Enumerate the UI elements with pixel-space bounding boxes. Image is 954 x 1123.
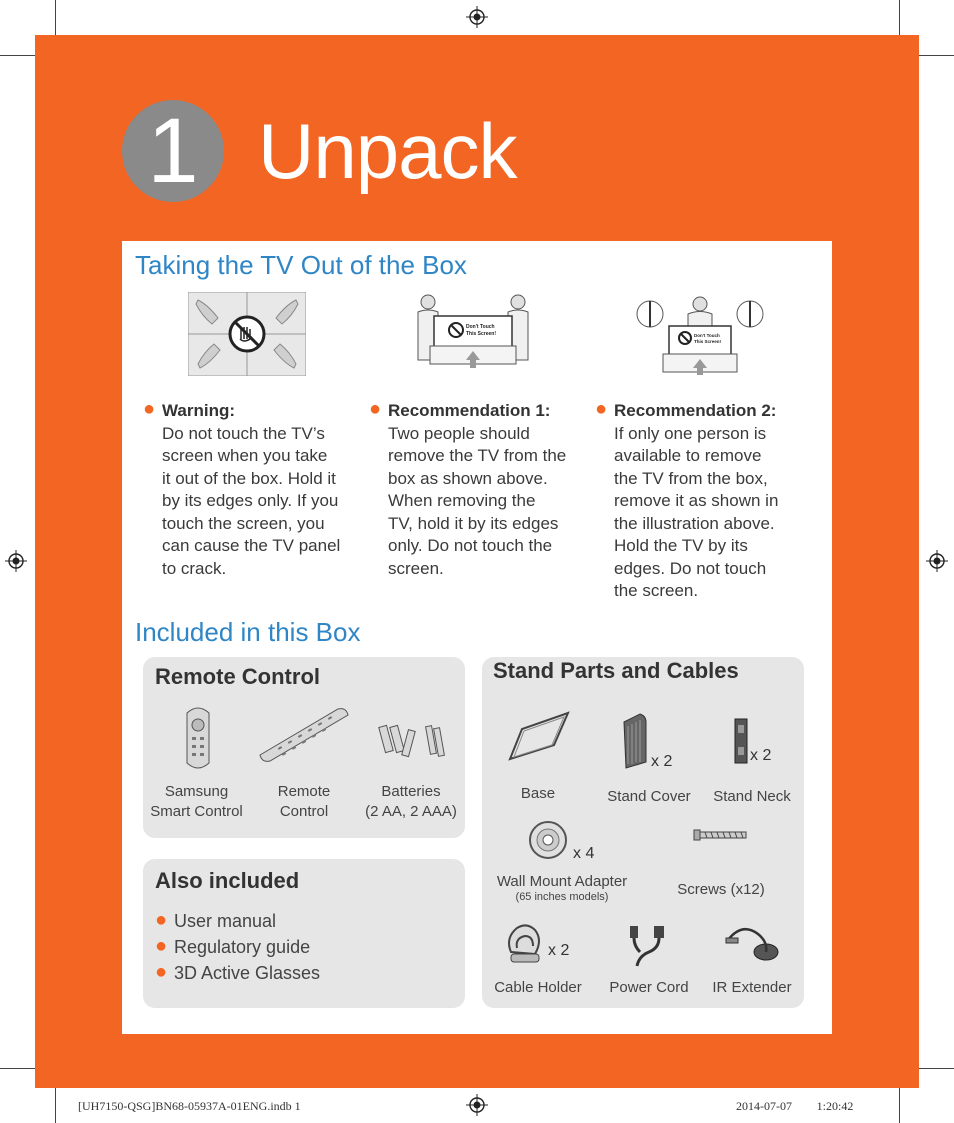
stand-cover-qty: x 2 (651, 753, 673, 770)
wall-mount-qty: x 4 (573, 845, 595, 862)
column-line: it out of the box. Hold it (162, 468, 336, 488)
footer-timestamp: 2014-07-07 ￿￿ 1:20:42 (736, 1099, 854, 1113)
registration-mark-icon (926, 550, 948, 572)
ir-extender-icon (724, 918, 780, 964)
column-line: available to remove (614, 446, 762, 465)
column-line: can cause the TV panel (162, 536, 341, 555)
bullet-icon: ● (155, 909, 168, 931)
screw-icon (693, 828, 749, 842)
bullet-icon: ● (369, 398, 382, 420)
svg-text:This Screen!: This Screen! (466, 331, 497, 337)
crop-mark (0, 55, 35, 56)
label-line: Remote (277, 783, 331, 800)
crop-mark (919, 55, 954, 56)
column-heading: Recommendation 1: (388, 401, 551, 420)
column-line: the screen. (614, 581, 699, 600)
column-line: to crack. (162, 558, 227, 578)
column-line: Hold the TV by its (614, 536, 748, 555)
stand-parts-title: Stand Parts and Cables (493, 658, 739, 683)
recommendation-2-column (595, 398, 809, 603)
bullet-icon: ● (595, 398, 608, 420)
smart-control-label (143, 782, 250, 822)
also-included-item (155, 961, 321, 984)
label-line: Samsung (164, 783, 229, 800)
bullet-icon: ● (143, 398, 156, 420)
svg-text:Don't Touch: Don't Touch (466, 324, 495, 330)
crop-mark (899, 1088, 900, 1123)
column-line: box as shown above. (388, 468, 548, 488)
wall-mount-note: (65 inches models) (515, 891, 609, 903)
column-line: the TV from the box, (614, 468, 768, 488)
column-line: remove it as shown in (614, 491, 779, 510)
ir-extender-label: IR Extender (712, 979, 792, 996)
remote-control-label (259, 782, 349, 822)
stand-cover-label: Stand Cover (607, 788, 691, 805)
bullet-icon: ● (155, 961, 168, 983)
label-line: Smart Control (150, 803, 243, 820)
crop-mark (899, 0, 900, 35)
registration-mark-icon (466, 1094, 488, 1116)
cable-holder-icon (505, 922, 545, 964)
svg-text:Don't Touch: Don't Touch (694, 333, 720, 338)
column-line: edges. Do not touch (614, 558, 767, 578)
crop-mark (919, 1068, 954, 1069)
item-text: User manual (174, 911, 277, 931)
column-line: only. Do not touch the (388, 536, 553, 555)
also-included-item (155, 935, 311, 958)
remote-control-icon (258, 707, 350, 769)
column-line: screen. (388, 558, 444, 578)
item-text: 3D Active Glasses (174, 963, 321, 983)
page-title: Unpack (258, 107, 517, 195)
remote-control-title: Remote Control (155, 664, 320, 689)
svg-text:This Screen!: This Screen! (694, 339, 722, 344)
label-line: (2 AA, 2 AAA) (365, 803, 457, 820)
column-line: remove the TV from the (388, 446, 567, 465)
one-person-illustration (633, 296, 767, 376)
column-heading: Recommendation 2: (614, 401, 777, 420)
bullet-icon: ● (155, 935, 168, 957)
column-line: by its edges only. If you (162, 491, 339, 510)
base-label: Base (520, 785, 556, 802)
two-person-illustration (414, 290, 532, 376)
also-included-item (155, 909, 277, 932)
smart-control-icon (183, 705, 213, 771)
column-line: When removing the (388, 491, 536, 510)
column-line: the illustration above. (614, 513, 775, 533)
warning-illustration (188, 292, 306, 376)
stand-neck-label: Stand Neck (713, 788, 791, 805)
batteries-icon (378, 720, 446, 760)
registration-mark-icon (466, 6, 488, 28)
base-icon (508, 711, 570, 767)
label-line: Control (279, 803, 329, 820)
power-cord-icon (628, 924, 668, 968)
stand-cover-icon (620, 712, 648, 770)
also-included-title: Also included (155, 868, 300, 893)
stand-neck-icon (731, 717, 751, 765)
crop-mark (55, 1088, 56, 1123)
cable-holder-qty: x 2 (548, 942, 570, 959)
column-line: screen when you take (162, 446, 328, 465)
screws-label: Screws (x12) (677, 881, 765, 898)
section-heading-taking-out: Taking the TV Out of the Box (135, 250, 467, 280)
batteries-label (356, 782, 466, 822)
crop-mark (55, 0, 56, 35)
step-number-badge: 1 (122, 100, 224, 202)
column-line: Do not touch the TV’s (162, 423, 325, 443)
column-line: Two people should (388, 423, 530, 443)
registration-mark-icon (5, 550, 27, 572)
column-heading: Warning: (162, 401, 236, 420)
stand-neck-qty: x 2 (750, 747, 772, 764)
column-line: touch the screen, you (162, 513, 325, 533)
column-line: TV, hold it by its edges (388, 513, 559, 533)
column-line: If only one person is (614, 423, 767, 443)
power-cord-label: Power Cord (609, 979, 689, 996)
item-text: Regulatory guide (174, 937, 311, 957)
warning-column (143, 398, 357, 580)
wall-mount-adapter-icon (526, 818, 570, 862)
label-line: Batteries (381, 783, 441, 800)
crop-mark (0, 1068, 35, 1069)
section-heading-included: Included in this Box (135, 617, 361, 647)
footer-filename: [UH7150-QSG]BN68-05937A-01ENG.indb 1 (78, 1099, 301, 1113)
wall-mount-label: Wall Mount Adapter (496, 873, 628, 890)
cable-holder-label: Cable Holder (494, 979, 582, 996)
recommendation-1-column (369, 398, 583, 580)
